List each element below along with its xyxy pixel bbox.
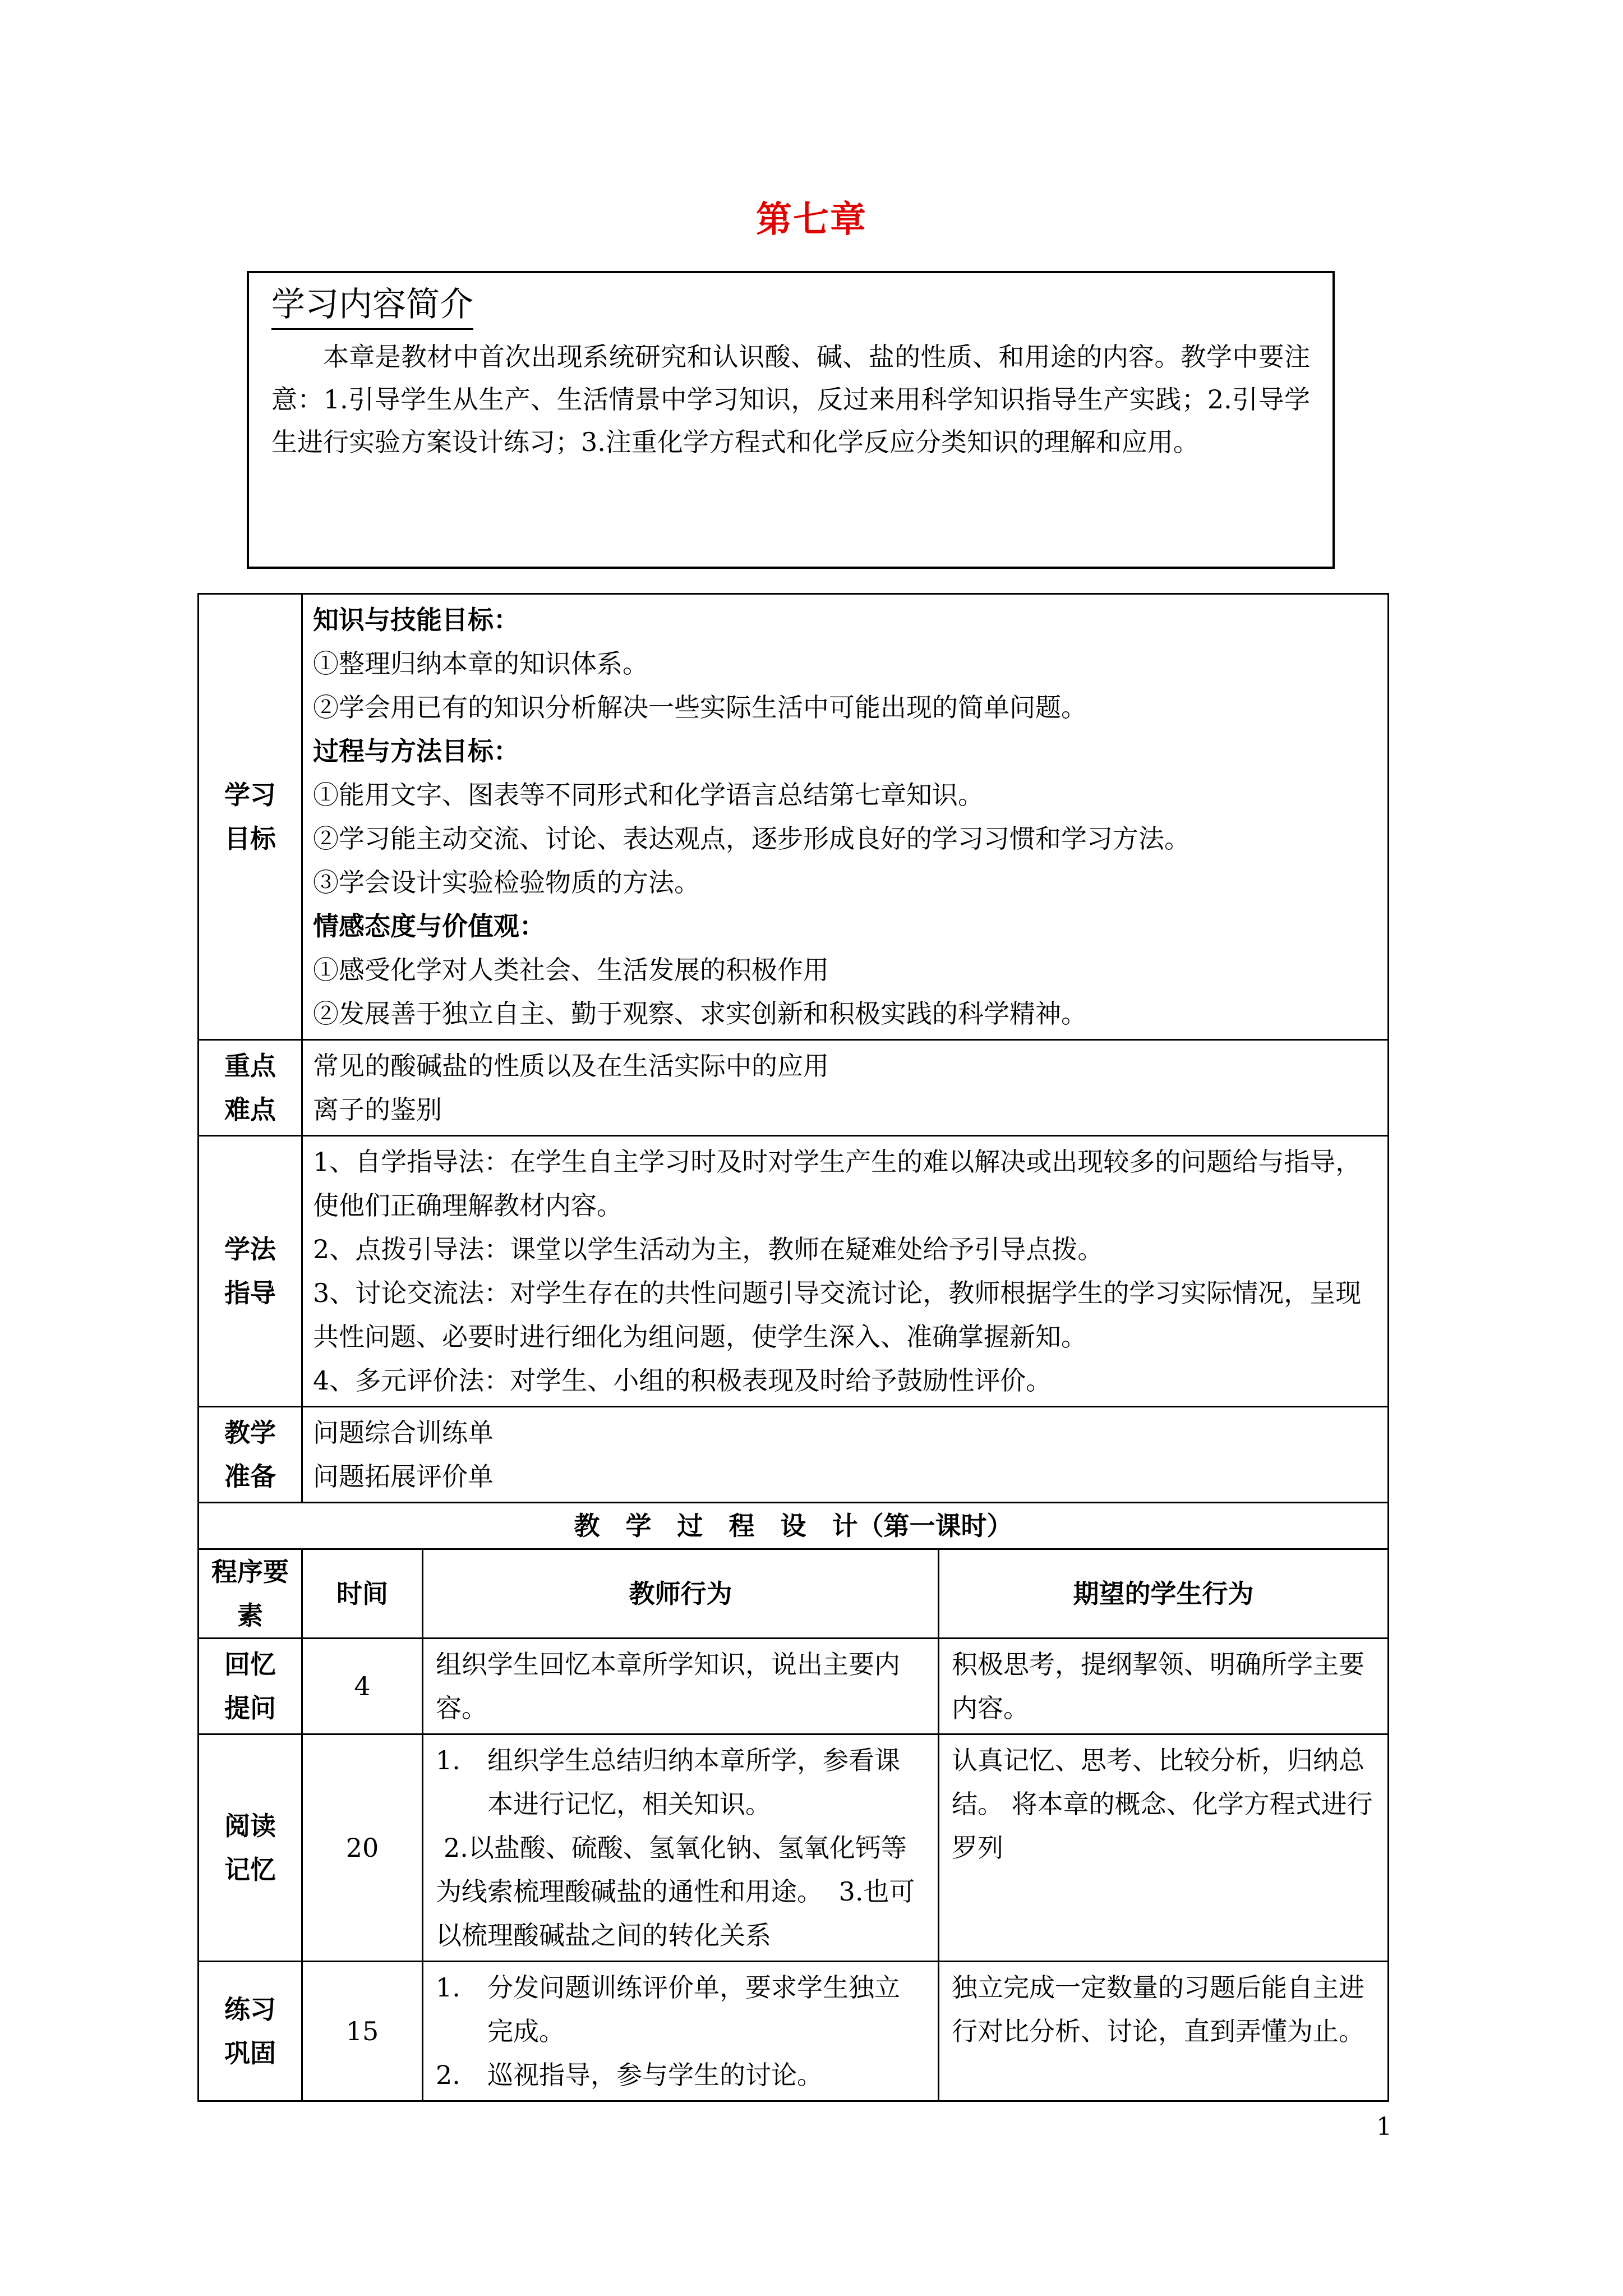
objectives-row [199,594,1389,1040]
step-number: 1. [436,1745,460,1775]
header-element: 程序要素 [199,1549,302,1639]
method-item: 2、点拨引导法：课堂以学生活动为主，教师在疑难处给予引导点拨。 [313,1234,1104,1264]
page-number: 1 [1376,2113,1392,2141]
preparation-item: 问题拓展评价单 [313,1461,494,1492]
method-item: 3、讨论交流法：对学生存在的共性问题引导交流讨论，教师根据学生的学习实际情况，呈现共性问题、必要时进行细化为组问题，使学生深入、准确掌握新知。 [313,1278,1362,1352]
key-points-content [302,1040,1389,1136]
student-step: 认真记忆、思考、比较分析，归纳总结。 [952,1745,1364,1819]
key-point: 离子的鉴别 [313,1094,442,1125]
emotion-heading: 情感态度与价值观： [313,911,545,941]
teacher-step [436,2053,925,2097]
step-text: 分发问题训练评价单，要求学生独立完成。 [487,1972,900,2046]
row-student [939,1734,1389,1962]
key-points-label: 重点难点 [199,1040,302,1136]
methods-content [302,1136,1389,1407]
row-teacher: 组织学生回忆本章所学知识，说出主要内容。 [423,1639,939,1734]
objectives-content [302,594,1389,1040]
process-title: 教 学 过 程 设 计（第一课时） [199,1503,1389,1549]
methods-row [199,1136,1389,1407]
step-text: 巡视指导，参与学生的讨论。 [487,2060,823,2090]
page-title: 第七章 [756,199,867,241]
preparation-item: 问题综合训练单 [313,1418,494,1448]
process-row [199,1962,1389,2101]
process-row [199,1734,1389,1962]
methods-label: 学法指导 [199,1136,302,1407]
process-row [199,1639,1389,1734]
row-element: 回忆提问 [199,1639,302,1734]
process-header-row [199,1549,1389,1639]
preparation-label: 教学准备 [199,1407,302,1503]
method-item: 4、多元评价法：对学生、小组的积极表现及时给予鼓励性评价。 [313,1365,1052,1396]
intro-body: 本章是教材中首次出现系统研究和认识酸、碱、盐的性质、和用途的内容。教学中要注意：1.引导学生从生产、生活情景中学习知识，反过来用科学知识指导生产实践；2.引导学生进行实验方案设计练习；3.注重化学方程式和化学反应分类知识的理解和应用。 [271,342,1310,457]
header-student: 期望的学生行为 [939,1549,1389,1639]
knowledge-item: ②学会用已有的知识分析解决一些实际生活中可能出现的简单问题。 [313,692,1087,723]
preparation-content [302,1407,1389,1503]
header-time: 时间 [302,1549,423,1639]
knowledge-heading: 知识与技能目标： [313,605,519,635]
process-item: ③学会设计实验检验物质的方法。 [313,867,700,898]
key-point: 常见的酸碱盐的性质以及在生活实际中的应用 [313,1051,829,1081]
step-number: 1. [436,1972,460,2003]
emotion-item: ②发展善于独立自主、勤于观察、求实创新和积极实践的科学精神。 [313,999,1087,1029]
key-points-row [199,1040,1389,1136]
preparation-row [199,1407,1389,1503]
teacher-step [436,1966,925,2053]
row-student: 独立完成一定数量的习题后能自主进行对比分析、讨论，直到弄懂为止。 [939,1962,1389,2101]
row-time: 4 [302,1639,423,1734]
student-step: 将本章的概念、化学方程式进行罗列 [952,1789,1373,1863]
process-item: ②学习能主动交流、讨论、表达观点，逐步形成良好的学习习惯和学习方法。 [313,823,1190,854]
row-element: 练习巩固 [199,1962,302,2101]
row-time: 15 [302,1962,423,2101]
knowledge-item: ①整理归纳本章的知识体系。 [313,648,648,679]
lesson-plan-table [197,593,1389,2102]
intro-box [247,271,1335,569]
step-text: 组织学生总结归纳本章所学，参看课本进行记忆，相关知识。 [487,1745,900,1819]
teacher-step: 2.以盐酸、硫酸、氢氧化钠、氢氧化钙等为线索梳理酸碱盐的通性和用途。 [436,1833,907,1907]
intro-heading: 学习内容简介 [271,281,473,330]
objectives-label: 学习目标 [199,594,302,1040]
teacher-step: 3.也可以梳理酸碱盐之间的转化关系 [436,1876,915,1950]
process-heading: 过程与方法目标： [313,736,519,766]
method-item: 1、自学指导法：在学生自主学习时及时对学生产生的难以解决或出现较多的问题给与指导，使他们正确理解教材内容。 [313,1147,1362,1221]
row-time: 20 [302,1734,423,1962]
emotion-item: ①感受化学对人类社会、生活发展的积极作用 [313,955,829,985]
step-number: 2. [436,2060,460,2090]
process-item: ①能用文字、图表等不同形式和化学语言总结第七章知识。 [313,780,984,810]
row-teacher [423,1734,939,1962]
process-title-row [199,1503,1389,1549]
row-teacher [423,1962,939,2101]
row-element: 阅读记忆 [199,1734,302,1962]
teacher-step [436,1738,925,1826]
row-student: 积极思考，提纲挈领、明确所学主要内容。 [939,1639,1389,1734]
header-teacher: 教师行为 [423,1549,939,1639]
